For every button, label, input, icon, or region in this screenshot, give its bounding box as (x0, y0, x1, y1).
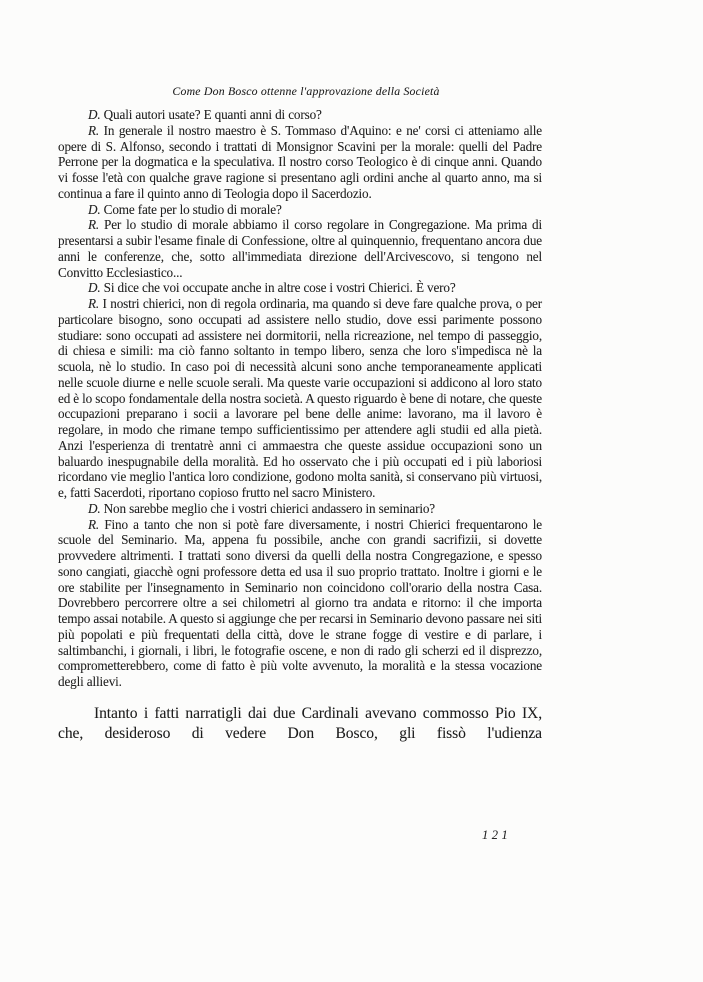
dialogue-paragraph: D. Come fate per lo studio di morale? (88, 201, 282, 217)
speaker-initial: R. (88, 217, 100, 233)
speaker-initial: R. (88, 122, 100, 138)
dialogue-paragraph: R. Per lo studio di morale abbiamo il corso regolare in Congregazione. Ma prima di presentarsi a subir l'esame finale di Confessione, oltre al quinquennio, frequentano ancora due anni le conferenze, che, sotto all'immediata direzione dell'Arcivescovo, si tengono nel Convitto Ecclesiastico... (58, 217, 542, 280)
dialogue-paragraph: D. Quali autori usate? E quanti anni di corso? (88, 107, 322, 122)
speaker-initial: R. (88, 296, 100, 311)
closing-paragraph (58, 704, 542, 745)
page-number: 121 (482, 828, 512, 842)
dialogue-paragraph: R. In generale il nostro maestro è S. Tommaso d'Aquino: e ne' corsi ci atteniamo alle opere di S. Alfonso, secondo i trattati di Monsignor Scavini per la morale: quelli del Padre Perrone per la dogmatica e la speculativa. Il nostro corso Teologico è di cinque anni. Quando vi fosse l'età con qualche grave ragione si presentano agli ordini anche al quarto anno, ma si continua a fare il quinto anno di Teologia dopo il Sacerdozio. (58, 122, 542, 201)
speaker-initial: D. (88, 201, 101, 217)
text-column (58, 107, 542, 745)
dialogue-paragraph: D. Non sarebbe meglio che i vostri chierici andassero in seminario? (88, 500, 436, 516)
dialogue-block (58, 107, 542, 690)
dialogue-paragraph: D. Si dice che voi occupate anche in altre cose i vostri Chierici. È vero? (88, 280, 456, 296)
running-head: Come Don Bosco ottenne l'approvazione della Società (172, 84, 440, 98)
speaker-initial: R. (88, 516, 100, 532)
closing-paragraph-text: Intanto i fatti narratigli dai due Cardinali avevano commosso Pio IX, che, desideroso di vedere Don Bosco, gli fissò l'udienza (58, 704, 542, 743)
speaker-initial: D. (88, 107, 101, 122)
speaker-initial: D. (88, 280, 101, 296)
dialogue-paragraph: R. Fino a tanto che non si potè fare diversamente, i nostri Chierici frequentarono le scuole del Seminario. Ma, appena fu possibile, anche con grandi sacrifizii, si dovette provvedere altrimenti. I trattati sono diversi da quelli della nostra Congregazione, e spesso sono cangiati, giacchè ogni professore detta ed usa il suo proprio trattato. Inoltre i giorni e le ore stabilite per l'insegnamento in Seminario non coincidono coll'orario della nostra Casa. Dovrebbero percorrere oltre a sei chilometri al giorno tra andata e ritorno: il che importa tempo assai notabile. A questo si aggiunge che per recarsi in Seminario devono passare nei siti più popolati e più frequentati della città, dove le strane fogge di vestire e di parlare, i saltimbanchi, i giornali, i libri, le fotografie oscene, e non di rado gli scherzi ed il disprezzo, comprometterebbero, come di fatto è più volte avvenuto, la moralità e la stessa vocazione degli allievi. (58, 516, 542, 689)
speaker-initial: D. (88, 500, 101, 516)
dialogue-paragraph: R. I nostri chierici, non di regola ordinaria, ma quando si deve fare qualche prova, o per particolare bisogno, sono occupati ad assistere nello studio, dove essi parimente possono studiare: sono occupati ad assistere nei dormitorii, nella ricreazione, nel tempo di passeggio, di chiesa e simili: ma ciò fanno soltanto in tempo libero, senza che loro s'impedisca nè la scuola, nè lo studio. In caso poi di necessità alcuni sono anche temporaneamente applicati nelle scuole diurne e nelle scuole serali. Ma queste varie occupazioni si addicono al loro stato ed è lo scopo fondamentale della nostra società. A questo riguardo è bene di notare, che queste occupazioni preparano i socii a lavorare pel bene delle anime: lavorano, ma il lavoro è regolare, in modo che rimane tempo sufficientissimo per attendere agli studii ed alla pietà. Anzi l'esperienza di trentatrè anni ci ammaestra che queste assidue occupazioni sono un baluardo inespugnabile della moralità. Ed ho osservato che i più occupati ed i più laboriosi ricordano vie meglio l'antica loro condizione, godono molta sanità, si conservano più virtuosi, e, fatti Sacerdoti, riportano copioso frutto nel sacro Ministero. (58, 296, 542, 500)
